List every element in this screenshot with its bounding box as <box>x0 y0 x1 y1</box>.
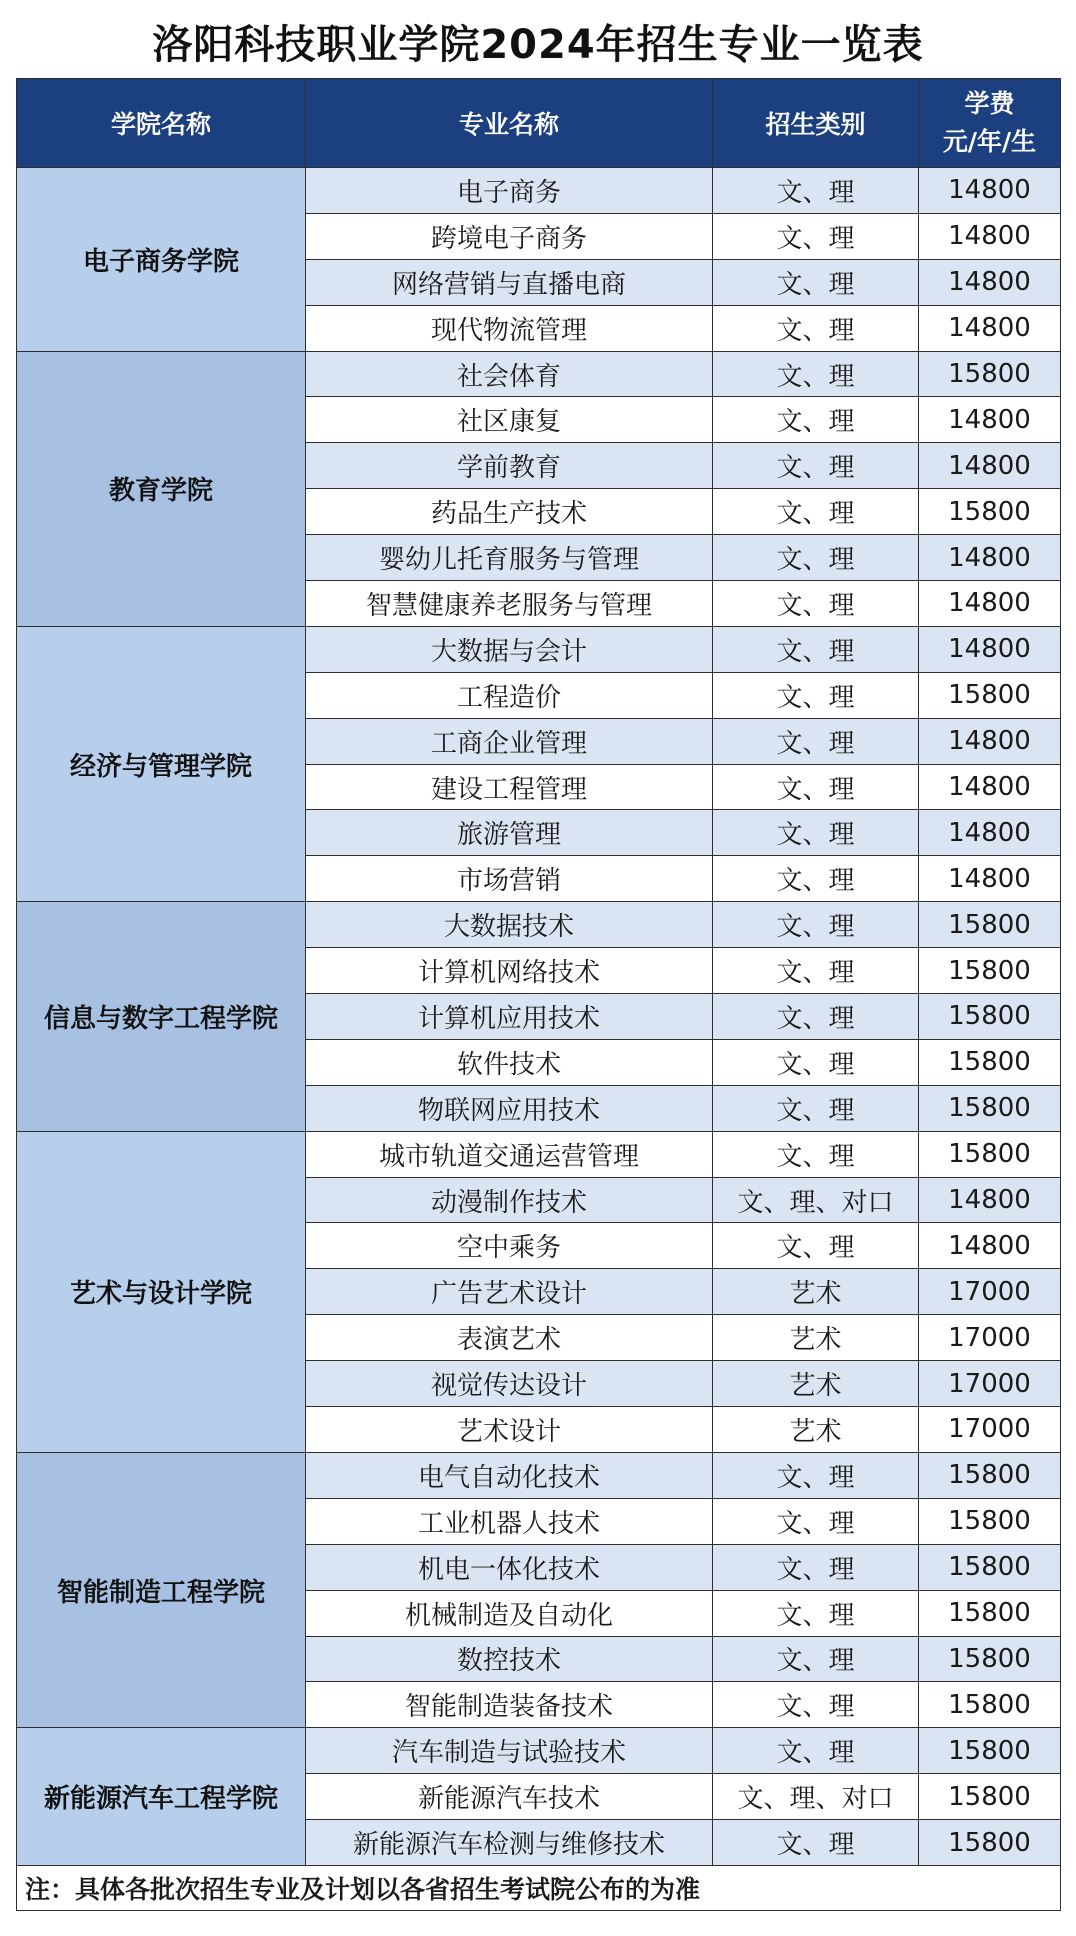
table-row <box>17 1452 1061 1498</box>
admission-category: 艺术 <box>713 1407 919 1453</box>
tuition-fee: 15800 <box>919 1682 1061 1728</box>
major-name: 工商企业管理 <box>306 718 713 764</box>
major-name: 广告艺术设计 <box>306 1269 713 1315</box>
tuition-fee: 14800 <box>919 581 1061 627</box>
footnote: 注：具体各批次招生专业及计划以各省招生考试院公布的为准 <box>17 1865 1061 1910</box>
note-row <box>17 1865 1061 1910</box>
major-name: 机械制造及自动化 <box>306 1590 713 1636</box>
major-name: 智慧健康养老服务与管理 <box>306 581 713 627</box>
table-row <box>17 1728 1061 1774</box>
admission-category: 文、理 <box>713 489 919 535</box>
tuition-fee: 15800 <box>919 672 1061 718</box>
tuition-fee: 15800 <box>919 994 1061 1040</box>
college-name: 经济与管理学院 <box>17 626 306 901</box>
tuition-fee: 15800 <box>919 1498 1061 1544</box>
admission-category: 文、理 <box>713 305 919 351</box>
admission-category: 文、理 <box>713 1682 919 1728</box>
admission-category: 文、理 <box>713 581 919 627</box>
major-name: 药品生产技术 <box>306 489 713 535</box>
table-row <box>17 626 1061 672</box>
major-name: 建设工程管理 <box>306 764 713 810</box>
major-name: 空中乘务 <box>306 1223 713 1269</box>
tuition-fee: 14800 <box>919 626 1061 672</box>
major-name: 工业机器人技术 <box>306 1498 713 1544</box>
admission-category: 文、理 <box>713 1728 919 1774</box>
admission-category: 文、理、对口 <box>713 1177 919 1223</box>
tuition-fee: 14800 <box>919 810 1061 856</box>
admission-category: 文、理 <box>713 1820 919 1866</box>
major-name: 城市轨道交通运营管理 <box>306 1131 713 1177</box>
tuition-fee: 15800 <box>919 1452 1061 1498</box>
major-name: 智能制造装备技术 <box>306 1682 713 1728</box>
major-name: 工程造价 <box>306 672 713 718</box>
major-name: 跨境电子商务 <box>306 213 713 259</box>
tuition-fee: 15800 <box>919 948 1061 994</box>
table-row <box>17 1131 1061 1177</box>
admission-category: 文、理 <box>713 1636 919 1682</box>
table-row <box>17 351 1061 397</box>
major-name: 社会体育 <box>306 351 713 397</box>
admission-category: 艺术 <box>713 1361 919 1407</box>
tuition-fee: 15800 <box>919 1544 1061 1590</box>
major-name: 现代物流管理 <box>306 305 713 351</box>
college-name: 新能源汽车工程学院 <box>17 1728 306 1866</box>
tuition-fee: 15800 <box>919 1131 1061 1177</box>
admission-category: 文、理 <box>713 351 919 397</box>
admission-category: 文、理 <box>713 1544 919 1590</box>
admission-category: 文、理 <box>713 1223 919 1269</box>
header-fee-line1: 学费 <box>964 89 1015 118</box>
tuition-fee: 14800 <box>919 443 1061 489</box>
major-name: 学前教育 <box>306 443 713 489</box>
admission-category: 文、理 <box>713 168 919 214</box>
tuition-fee: 15800 <box>919 1636 1061 1682</box>
admission-category: 文、理 <box>713 443 919 489</box>
tuition-fee: 17000 <box>919 1361 1061 1407</box>
header-major: 专业名称 <box>306 79 713 168</box>
tuition-fee: 15800 <box>919 1039 1061 1085</box>
major-name: 机电一体化技术 <box>306 1544 713 1590</box>
admission-category: 文、理 <box>713 1085 919 1131</box>
major-name: 动漫制作技术 <box>306 1177 713 1223</box>
header-college: 学院名称 <box>17 79 306 168</box>
major-name: 大数据与会计 <box>306 626 713 672</box>
admission-category: 文、理 <box>713 718 919 764</box>
header-row <box>17 79 1061 168</box>
major-name: 市场营销 <box>306 856 713 902</box>
admission-category: 文、理、对口 <box>713 1774 919 1820</box>
admission-category: 文、理 <box>713 810 919 856</box>
admission-category: 文、理 <box>713 397 919 443</box>
tuition-fee: 15800 <box>919 1590 1061 1636</box>
tuition-fee: 15800 <box>919 1085 1061 1131</box>
admission-category: 文、理 <box>713 672 919 718</box>
college-name: 信息与数字工程学院 <box>17 902 306 1131</box>
tuition-fee: 14800 <box>919 305 1061 351</box>
tuition-fee: 15800 <box>919 1774 1061 1820</box>
admission-category: 文、理 <box>713 1039 919 1085</box>
tuition-fee: 14800 <box>919 764 1061 810</box>
tuition-fee: 14800 <box>919 168 1061 214</box>
major-name: 电子商务 <box>306 168 713 214</box>
admission-category: 文、理 <box>713 856 919 902</box>
tuition-fee: 14800 <box>919 856 1061 902</box>
admission-category: 文、理 <box>713 626 919 672</box>
major-name: 艺术设计 <box>306 1407 713 1453</box>
major-name: 计算机网络技术 <box>306 948 713 994</box>
tuition-fee: 14800 <box>919 397 1061 443</box>
tuition-fee: 14800 <box>919 535 1061 581</box>
admission-category: 文、理 <box>713 1131 919 1177</box>
tuition-fee: 15800 <box>919 351 1061 397</box>
tuition-fee: 14800 <box>919 259 1061 305</box>
tuition-fee: 15800 <box>919 489 1061 535</box>
major-name: 计算机应用技术 <box>306 994 713 1040</box>
page-title: 洛阳科技职业学院2024年招生专业一览表 <box>152 22 924 68</box>
tuition-fee: 15800 <box>919 902 1061 948</box>
major-name: 社区康复 <box>306 397 713 443</box>
major-name: 数控技术 <box>306 1636 713 1682</box>
table-body <box>17 168 1061 1866</box>
major-name: 网络营销与直播电商 <box>306 259 713 305</box>
admission-category: 文、理 <box>713 213 919 259</box>
tuition-fee: 17000 <box>919 1269 1061 1315</box>
table-row <box>17 168 1061 214</box>
major-name: 汽车制造与试验技术 <box>306 1728 713 1774</box>
college-name: 教育学院 <box>17 351 306 626</box>
admission-category: 艺术 <box>713 1315 919 1361</box>
tuition-fee: 17000 <box>919 1315 1061 1361</box>
admission-category: 文、理 <box>713 535 919 581</box>
tuition-fee: 14800 <box>919 1177 1061 1223</box>
major-name: 新能源汽车检测与维修技术 <box>306 1820 713 1866</box>
table-row <box>17 902 1061 948</box>
tuition-fee: 14800 <box>919 718 1061 764</box>
admission-category: 文、理 <box>713 994 919 1040</box>
major-name: 新能源汽车技术 <box>306 1774 713 1820</box>
college-name: 智能制造工程学院 <box>17 1452 306 1727</box>
major-name: 软件技术 <box>306 1039 713 1085</box>
admission-category: 文、理 <box>713 764 919 810</box>
admission-category: 文、理 <box>713 1498 919 1544</box>
admission-category: 文、理 <box>713 902 919 948</box>
major-name: 视觉传达设计 <box>306 1361 713 1407</box>
header-fee <box>919 79 1061 168</box>
admission-category: 文、理 <box>713 259 919 305</box>
tuition-fee: 14800 <box>919 213 1061 259</box>
major-name: 物联网应用技术 <box>306 1085 713 1131</box>
enrollment-table <box>16 78 1061 1911</box>
admission-category: 文、理 <box>713 948 919 994</box>
admission-category: 文、理 <box>713 1590 919 1636</box>
tuition-fee: 14800 <box>919 1223 1061 1269</box>
college-name: 电子商务学院 <box>17 168 306 352</box>
major-name: 表演艺术 <box>306 1315 713 1361</box>
header-category: 招生类别 <box>713 79 919 168</box>
major-name: 大数据技术 <box>306 902 713 948</box>
admission-category: 艺术 <box>713 1269 919 1315</box>
major-name: 婴幼儿托育服务与管理 <box>306 535 713 581</box>
admission-category: 文、理 <box>713 1452 919 1498</box>
major-name: 旅游管理 <box>306 810 713 856</box>
tuition-fee: 15800 <box>919 1728 1061 1774</box>
college-name: 艺术与设计学院 <box>17 1131 306 1452</box>
major-name: 电气自动化技术 <box>306 1452 713 1498</box>
tuition-fee: 17000 <box>919 1407 1061 1453</box>
header-fee-line2: 元/年/生 <box>942 127 1037 156</box>
tuition-fee: 15800 <box>919 1820 1061 1866</box>
